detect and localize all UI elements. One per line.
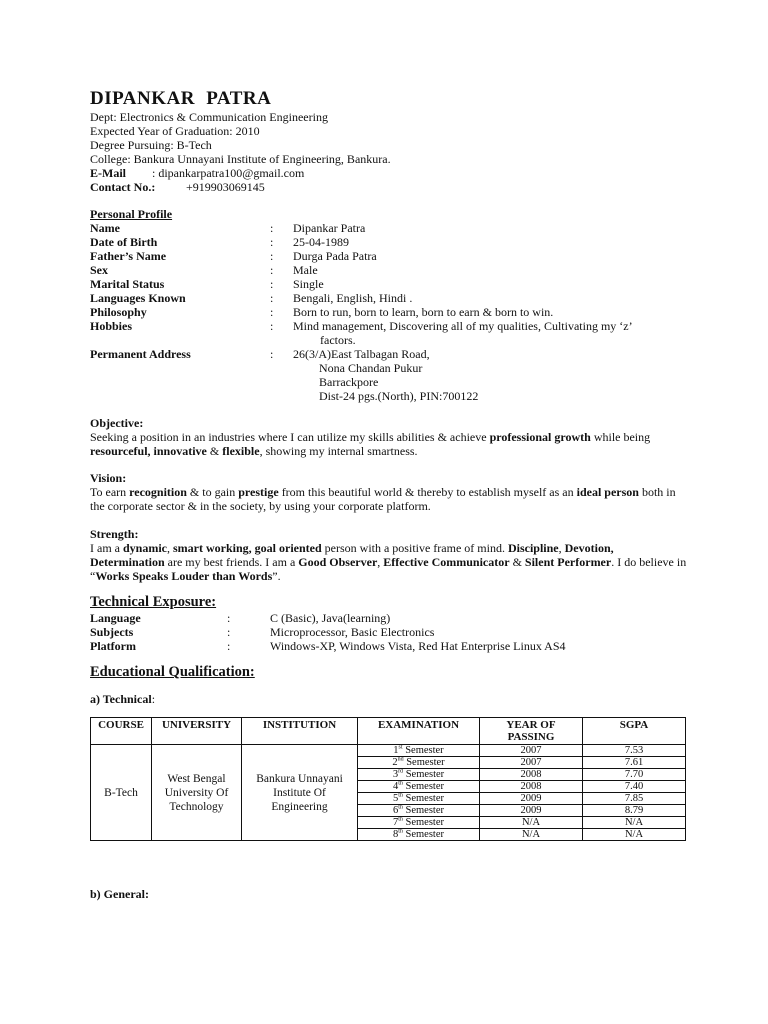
email-value: : dipankarpatra100@gmail.com (152, 166, 305, 180)
exam-cell: 6th Semester (358, 805, 480, 817)
tech-label: Platform (90, 639, 136, 653)
contact-value: +919903069145 (186, 180, 265, 194)
address-line-2: Nona Chandan Pukur (319, 361, 423, 375)
profile-colon: : (270, 235, 274, 249)
year-cell: 2007 (480, 757, 583, 769)
technical-subheading: a) Technical: (90, 692, 156, 706)
profile-colon: : (270, 277, 274, 291)
objective-heading: Objective: (90, 416, 144, 430)
profile-value: 25-04-1989 (293, 235, 349, 249)
column-header: INSTITUTION (242, 718, 358, 745)
profile-label: Languages Known (90, 291, 186, 305)
sgpa-cell: 7.70 (583, 769, 686, 781)
profile-label: Sex (90, 263, 108, 277)
vision-text: To earn recognition & to gain prestige from this beautiful world & thereby to establish myself as an ideal person both in the corporate sector & in the society, by using your corporate platform. (90, 485, 676, 513)
sgpa-cell: N/A (583, 817, 686, 829)
tech-colon: : (227, 625, 231, 639)
profile-colon: : (270, 305, 274, 319)
year-cell: 2008 (480, 769, 583, 781)
profile-colon: : (270, 319, 274, 333)
exam-cell: 3rd Semester (358, 769, 480, 781)
profile-colon: : (270, 291, 274, 305)
email-label: E-Mail (90, 166, 126, 180)
college-line: College: Bankura Unnayani Institute of Engineering, Bankura. (90, 152, 391, 166)
tech-value: Microprocessor, Basic Electronics (270, 625, 435, 639)
vision-heading: Vision: (90, 471, 127, 485)
address-line-3: Barrackpore (319, 375, 379, 389)
year-cell: 2007 (480, 745, 583, 757)
technical-exposure-heading: Technical Exposure: (90, 594, 217, 610)
tech-value: Windows-XP, Windows Vista, Red Hat Enterprise Linux AS4 (270, 639, 566, 653)
profile-value: Single (293, 277, 324, 291)
tech-label: Language (90, 611, 141, 625)
personal-profile-heading: Personal Profile (90, 207, 173, 221)
column-header: COURSE (91, 718, 152, 745)
university-cell: West Bengal University Of Technology (152, 745, 242, 841)
profile-label: Date of Birth (90, 235, 158, 249)
year-cell: N/A (480, 829, 583, 841)
sgpa-cell: 7.61 (583, 757, 686, 769)
contact-label: Contact No.: (90, 180, 156, 194)
candidate-name: DIPANKAR PATRA (90, 88, 272, 109)
exam-cell: 8th Semester (358, 829, 480, 841)
sgpa-cell: 7.40 (583, 781, 686, 793)
strength-text: I am a dynamic, smart working, goal oriented person with a positive frame of mind. Discipline, Devotion, Determination are my best friends. I am a Good Observer, Effective Communicator & Silent Performer. I do believe in “Works Speaks Louder than Words”. (90, 541, 687, 583)
exam-cell: 4th Semester (358, 781, 480, 793)
profile-value: Bengali, English, Hindi . (293, 291, 413, 305)
dept-line: Dept: Electronics & Communication Engineering (90, 110, 328, 124)
profile-label: Permanent Address (90, 347, 191, 361)
strength-heading: Strength: (90, 527, 139, 541)
column-header: YEAR OF PASSING (480, 718, 583, 745)
year-cell: 2009 (480, 793, 583, 805)
tech-value: C (Basic), Java(learning) (270, 611, 391, 625)
year-cell: N/A (480, 817, 583, 829)
exam-cell: 7th Semester (358, 817, 480, 829)
profile-label: Father’s Name (90, 249, 167, 263)
year-cell: 2009 (480, 805, 583, 817)
education-table (90, 717, 686, 841)
table-row (91, 745, 686, 757)
profile-label: Hobbies (90, 319, 133, 333)
tech-colon: : (227, 639, 231, 653)
exam-cell: 2nd Semester (358, 757, 480, 769)
exam-cell: 1st Semester (358, 745, 480, 757)
profile-colon: : (270, 249, 274, 263)
profile-value: Dipankar Patra (293, 221, 366, 235)
column-header: EXAMINATION (358, 718, 480, 745)
profile-colon: : (270, 221, 274, 235)
tech-colon: : (227, 611, 231, 625)
educational-qualification-heading: Educational Qualification: (90, 664, 255, 680)
year-cell: 2008 (480, 781, 583, 793)
column-header: SGPA (583, 718, 686, 745)
course-cell: B-Tech (91, 745, 152, 841)
graduation-line: Expected Year of Graduation: 2010 (90, 124, 260, 138)
profile-value: Born to run, born to learn, born to earn & born to win. (293, 305, 554, 319)
sgpa-cell: 7.53 (583, 745, 686, 757)
profile-label: Name (90, 221, 120, 235)
profile-colon: : (270, 263, 274, 277)
sgpa-cell: N/A (583, 829, 686, 841)
sgpa-cell: 8.79 (583, 805, 686, 817)
profile-value: Male (293, 263, 318, 277)
address-line-1: 26(3/A)East Talbagan Road, (293, 347, 430, 361)
tech-label: Subjects (90, 625, 134, 639)
profile-value: Durga Pada Patra (293, 249, 377, 263)
profile-value-continued: factors. (320, 333, 356, 347)
table-header-row (91, 718, 686, 745)
profile-colon: : (270, 347, 274, 361)
exam-cell: 5th Semester (358, 793, 480, 805)
profile-label: Marital Status (90, 277, 165, 291)
degree-line: Degree Pursuing: B-Tech (90, 138, 212, 152)
general-subheading: b) General: (90, 887, 149, 901)
address-line-4: Dist-24 pgs.(North), PIN:700122 (319, 389, 479, 403)
objective-text: Seeking a position in an industries where I can utilize my skills abilities & achieve professional growth while being resourceful, innovative & flexible, showing my internal smartness. (90, 430, 651, 458)
column-header: UNIVERSITY (152, 718, 242, 745)
profile-value: Mind management, Discovering all of my qualities, Cultivating my ‘z’ (293, 319, 633, 333)
profile-label: Philosophy (90, 305, 147, 319)
sgpa-cell: 7.85 (583, 793, 686, 805)
institution-cell: Bankura Unnayani Institute Of Engineering (242, 745, 358, 841)
